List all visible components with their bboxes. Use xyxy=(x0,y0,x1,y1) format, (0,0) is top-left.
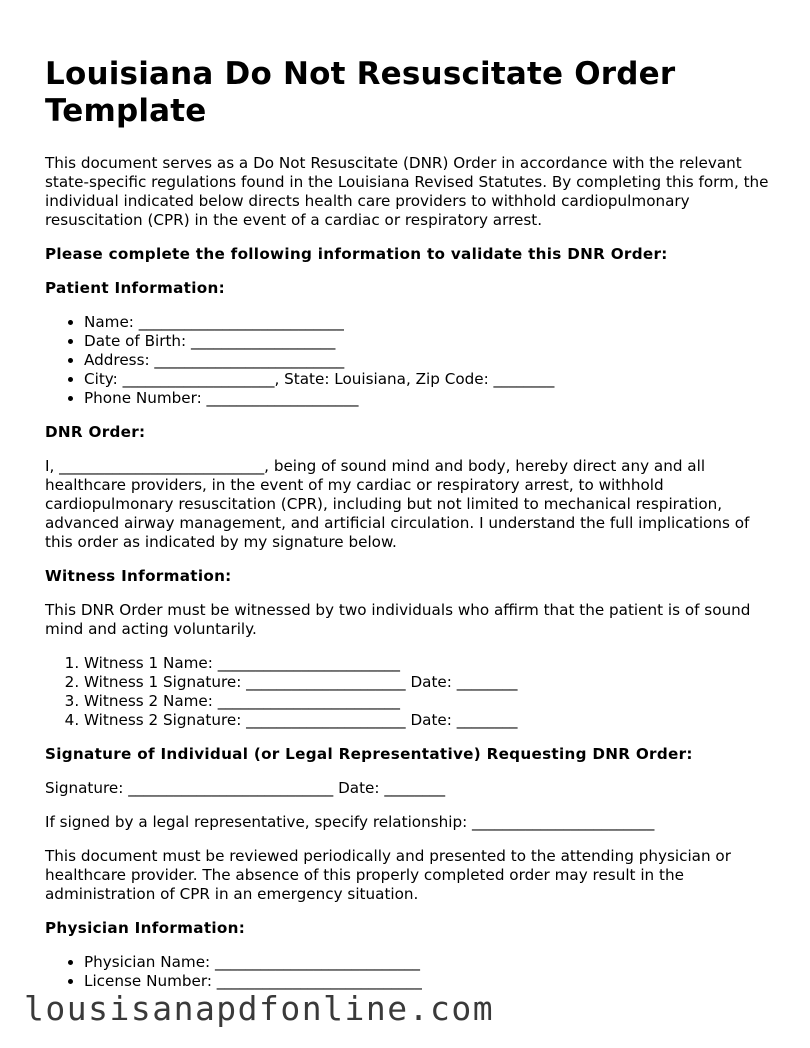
site-watermark: lousisanapdfonline.com xyxy=(24,989,495,1028)
document-page xyxy=(45,56,770,1006)
signature-heading: Signature of Individual (or Legal Representative) Requesting DNR Order: xyxy=(45,745,693,763)
document-title: Louisiana Do Not Resuscitate Order Template xyxy=(45,56,676,129)
witness-2-signature-field: 4. Witness 2 Signature: _____________________ Date: ________ xyxy=(84,711,770,730)
instruction-heading: Please complete the following information to validate this DNR Order: xyxy=(45,245,668,263)
patient-address-field: • Address: _________________________ xyxy=(84,351,770,370)
physician-license-field: • License Number: ___________________________ xyxy=(84,972,770,991)
patient-info-list xyxy=(45,313,770,408)
witness-list xyxy=(45,654,770,730)
patient-info-heading: Patient Information: xyxy=(45,279,225,297)
physician-name-field: • Physician Name: ___________________________ xyxy=(84,953,770,972)
signature-line: Signature: ___________________________ Date: ________ xyxy=(45,779,446,797)
patient-dob-field: • Date of Birth: ___________________ xyxy=(84,332,770,351)
patient-phone-field: • Phone Number: ____________________ xyxy=(84,389,770,408)
physician-info-list xyxy=(45,953,770,991)
review-paragraph: This document must be reviewed periodically and presented to the attending physician or healthcare provider. The absence of this properly completed order may result in the administration of CPR in an emergency situation. xyxy=(45,847,731,903)
patient-city-field: • City: ____________________, State: Louisiana, Zip Code: ________ xyxy=(84,370,770,389)
witness-info-heading: Witness Information: xyxy=(45,567,232,585)
physician-info-heading: Physician Information: xyxy=(45,919,246,937)
witness-1-signature-field: 2. Witness 1 Signature: _____________________ Date: ________ xyxy=(84,673,770,692)
witness-2-name-field: 3. Witness 2 Name: ________________________ xyxy=(84,692,770,711)
dnr-order-heading: DNR Order: xyxy=(45,423,146,441)
intro-paragraph: This document serves as a Do Not Resuscitate (DNR) Order in accordance with the relevant state-specific regulations found in the Louisiana Revised Statutes. By completing this form, the individual indicated below directs health care providers to withhold cardiopulmonary resuscitation (CPR) in the event of a cardiac or respiratory arrest. xyxy=(45,154,769,229)
patient-name-field: • Name: ___________________________ xyxy=(84,313,770,332)
witness-info-text: This DNR Order must be witnessed by two individuals who affirm that the patient is of sound mind and acting voluntarily. xyxy=(45,601,751,638)
witness-1-name-field: 1. Witness 1 Name: ________________________ xyxy=(84,654,770,673)
dnr-order-text: I, ___________________________, being of sound mind and body, hereby direct any and all healthcare providers, in the event of my cardiac or respiratory arrest, to withhold cardiopulmonary resuscitation (CPR), including but not limited to mechanical respiration, advanced airway management, and artificial circulation. I understand the full implications of this order as indicated by my signature below. xyxy=(45,457,750,551)
relationship-line: If signed by a legal representative, specify relationship: ________________________ xyxy=(45,813,655,831)
